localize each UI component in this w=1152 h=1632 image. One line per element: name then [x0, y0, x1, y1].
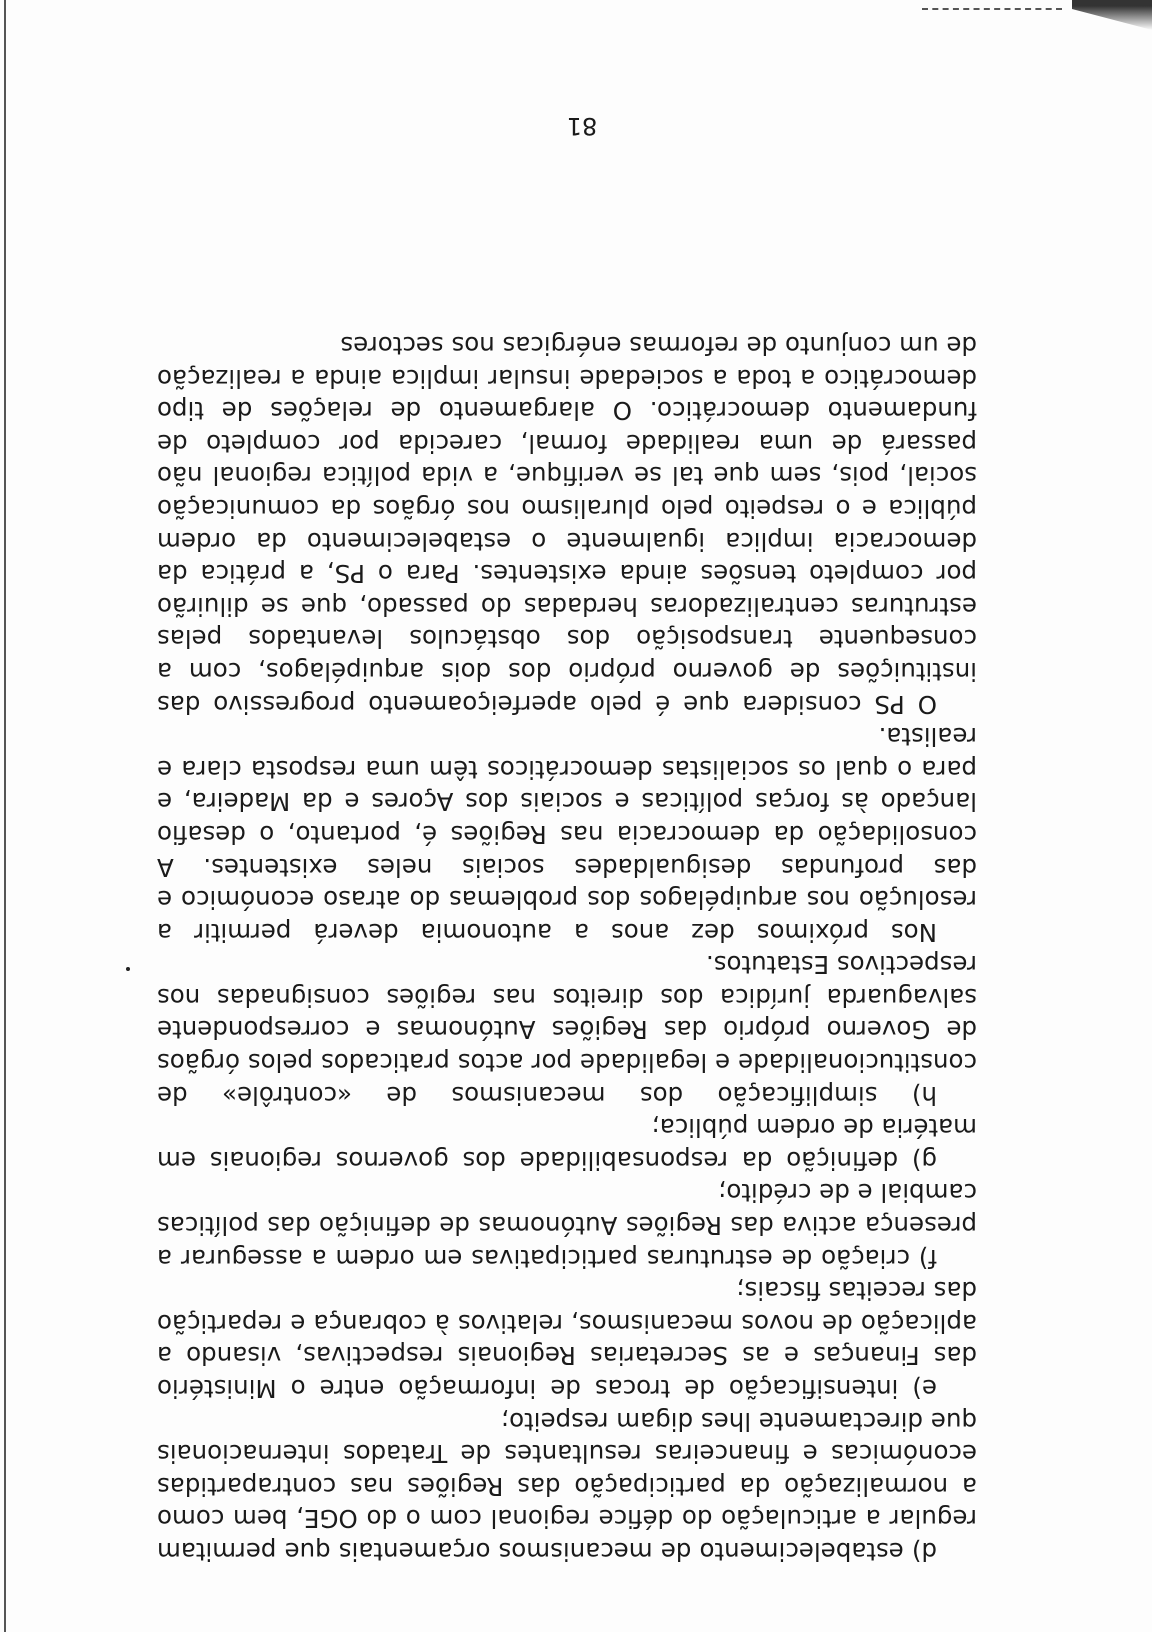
- stray-mark: [126, 967, 130, 971]
- list-item-d: d) estabelecimento de mecanismos orçamentais que permitam regular a articulação do défice regional com o do OGE, bem como a normalização da participação das Regiões nas contrapartidas económicas e financeiras resultantes de Tratados internacionais que directamente lhes digam respeito;: [157, 1406, 977, 1566]
- list-item-f: f) criação de estruturas participativas em ordem a assegurar a presença activa das Regiões Autónomas de definição das políticas cambial e de crédito;: [157, 1178, 977, 1273]
- scan-artifact-line: [922, 6, 1062, 10]
- paragraph-autonomy: Nos próximos dez anos a autonomia deverá permitir a resolução nos arquipélagos dos problemas do atraso económico e das profundas desigualdades sociais neles existentes. A consolidação da democracia nas Regiões é, portanto, o desafio lançado às forças políticas e sociais dos Açores e da Madeira, e para o qual os socialistas democráticos têm uma resposta clara e realista.: [157, 722, 977, 947]
- page-body: [157, 328, 977, 1567]
- scan-shadow: [1072, 0, 1152, 30]
- paragraph-ps: O PS considera que é pelo aperfeiçoamento progressivo das instituições de governo próprio dos dois arquipélagos, com a consequente transposição dos obstáculos levantados pelas estruturas centralizadoras herdadas do passado, que se diluirão por completo tensões ainda existentes. Para o PS, a prática da democracia implica igualmente o estabelecimento da ordem pública e o respeito pelo pluralismo nos órgãos da comunicação social, pois, sem que tal se verifique, a vida política regional não passará de uma realidade formal, carecida por completo de fundamento democrático. O alargamento de relações de tipo democrático a toda a sociedade insular implica ainda a realização de um conjunto de reformas enérgicas nos sectores: [157, 331, 977, 719]
- page-number: 81: [566, 112, 598, 140]
- list-item-g: g) definição da responsabilidade dos governos regionais em matéria de ordem pública;: [157, 1113, 977, 1175]
- list-item-e: e) intensificação de trocas de informação entre o Ministério das Finanças e as Secretarias Regionais respectivas, visando a aplicação de novos mecanismos, relativos à cobrança e repartição das receitas fiscais;: [157, 1276, 977, 1404]
- page-edge: [4, 0, 6, 1632]
- list-item-h: h) simplificação dos mecanismos de «contrôle» de constitucionalidade e legalidade por actos praticados pelos órgãos de Governo próprio das Regiões Autónomas e correspondente salvaguarda jurídica dos direitos nas regiões consignadas nos respectivos Estatutos.: [157, 950, 977, 1110]
